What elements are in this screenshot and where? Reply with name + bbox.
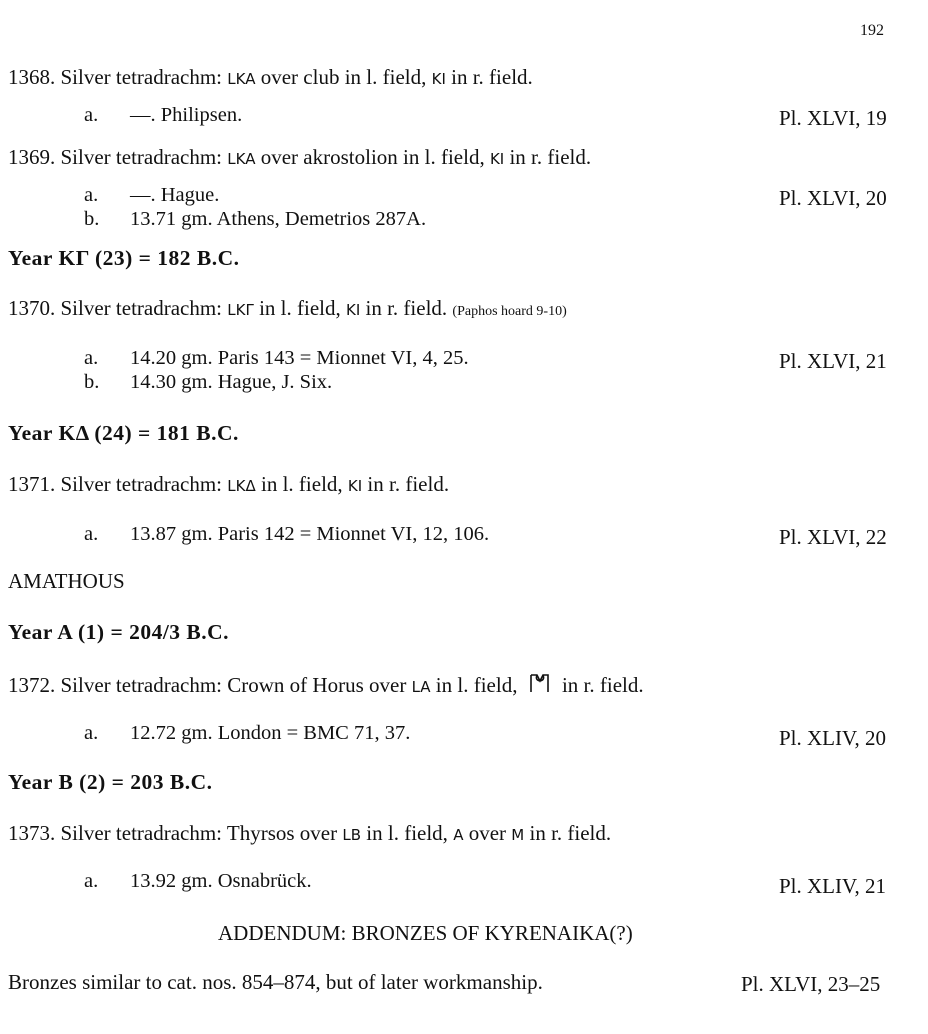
specimen-text: 13.87 gm. Paris 142 = Mionnet VI, 12, 106.	[130, 523, 490, 545]
monogram-glyphs: KI	[347, 477, 363, 495]
addendum-plate-reference: Pl. XLVI, 23–25	[741, 972, 881, 996]
entry-description: Silver tetradrachm:	[60, 65, 223, 89]
specimen-label: a.	[84, 722, 99, 744]
monogram-glyphs: A	[453, 826, 464, 844]
entry-description: Silver tetradrachm: Crown of Horus over	[60, 673, 407, 697]
specimen-1368-a	[84, 104, 242, 127]
hoard-note: (Paphos hoard 9-10)	[452, 304, 567, 319]
entry-description: Silver tetradrachm: Thyrsos over	[60, 821, 338, 845]
specimen-1373-a	[84, 870, 312, 893]
monogram-icon	[523, 672, 557, 700]
entry-description: over club in l. field,	[260, 65, 427, 89]
entry-number: 1372.	[8, 673, 56, 697]
entry-description: Silver tetradrachm:	[60, 145, 223, 169]
entry-description: in r. field.	[451, 65, 533, 89]
entry-1369	[8, 145, 591, 170]
legend-glyphs: LKA	[227, 70, 256, 88]
specimen-label: a.	[84, 870, 99, 892]
addendum-text: Bronzes similar to cat. nos. 854–874, but of later workmanship.	[8, 970, 543, 994]
specimen-1370-b	[84, 371, 332, 394]
entry-number: 1370.	[8, 296, 56, 320]
entry-description: in l. field,	[366, 821, 448, 845]
legend-glyphs: LB	[342, 826, 362, 844]
plate-reference: Pl. XLVI, 22	[779, 525, 887, 549]
entry-1372	[8, 672, 644, 700]
specimen-text: 13.92 gm. Osnabrück.	[130, 870, 312, 892]
entry-number: 1371.	[8, 472, 56, 496]
specimen-1371-a	[84, 523, 489, 546]
specimen-label: a.	[84, 347, 99, 369]
year-heading-1: Year A (1) = 204/3 B.C.	[8, 620, 230, 644]
specimen-text: 14.20 gm. Paris 143 = Mionnet VI, 4, 25.	[130, 347, 469, 369]
addendum-title: ADDENDUM: BRONZES OF KYRENAIKA(?)	[218, 921, 633, 945]
entry-description: in l. field,	[261, 472, 343, 496]
specimen-1372-a	[84, 722, 410, 745]
specimen-label: b.	[84, 208, 100, 230]
monogram-glyphs: KI	[431, 70, 446, 88]
entry-description: in r. field.	[365, 296, 448, 320]
plate-reference: Pl. XLVI, 20	[779, 186, 887, 210]
entry-description: in l. field,	[259, 296, 341, 320]
entry-1370	[8, 296, 567, 321]
specimen-label: a.	[84, 104, 99, 126]
entry-description: over akrostolion in l. field,	[260, 145, 485, 169]
section-heading-amathous: AMATHOUS	[8, 569, 125, 593]
entry-1373	[8, 821, 611, 846]
legend-glyphs: LKA	[227, 150, 256, 168]
specimen-1369-b	[84, 208, 426, 231]
entry-number: 1373.	[8, 821, 56, 845]
monogram-glyphs: KI	[489, 150, 505, 168]
plate-reference: Pl. XLIV, 21	[779, 874, 886, 898]
entry-description: in r. field.	[561, 673, 644, 697]
entry-1368	[8, 65, 533, 90]
year-heading-2: Year B (2) = 203 B.C.	[8, 770, 213, 794]
year-heading-24: Year KΔ (24) = 181 B.C.	[8, 421, 239, 445]
legend-glyphs: LKΓ	[227, 301, 254, 319]
specimen-1370-a	[84, 347, 469, 370]
plate-reference: Pl. XLVI, 19	[779, 106, 887, 130]
specimen-label: a.	[84, 184, 99, 206]
entry-description: Silver tetradrachm:	[60, 472, 223, 496]
monogram-glyphs: KI	[346, 301, 361, 319]
entry-description: over	[468, 821, 507, 845]
specimen-label: a.	[84, 523, 99, 545]
entry-description: Silver tetradrachm:	[60, 296, 223, 320]
year-heading-23: Year KΓ (23) = 182 B.C.	[8, 246, 240, 270]
specimen-text: 14.30 gm. Hague, J. Six.	[130, 371, 333, 393]
specimen-1369-a	[84, 184, 219, 207]
specimen-text: —. Philipsen.	[130, 104, 243, 126]
legend-glyphs: LA	[411, 678, 431, 696]
specimen-label: b.	[84, 371, 100, 393]
specimen-text: —. Hague.	[130, 184, 220, 206]
plate-reference: Pl. XLIV, 20	[779, 726, 886, 750]
legend-glyphs: LKΔ	[227, 477, 256, 495]
specimen-text: 12.72 gm. London = BMC 71, 37.	[130, 722, 411, 744]
entry-description: in r. field.	[509, 145, 592, 169]
specimen-text: 13.71 gm. Athens, Demetrios 287A.	[130, 208, 427, 230]
monogram-glyphs: M	[511, 826, 525, 844]
page-number: 192	[860, 22, 884, 39]
entry-number: 1369.	[8, 145, 56, 169]
plate-reference: Pl. XLVI, 21	[779, 349, 887, 373]
entry-number: 1368.	[8, 65, 56, 89]
entry-1371	[8, 472, 449, 497]
entry-description: in l. field,	[435, 673, 518, 697]
entry-description: in r. field.	[529, 821, 612, 845]
entry-description: in r. field.	[367, 472, 450, 496]
